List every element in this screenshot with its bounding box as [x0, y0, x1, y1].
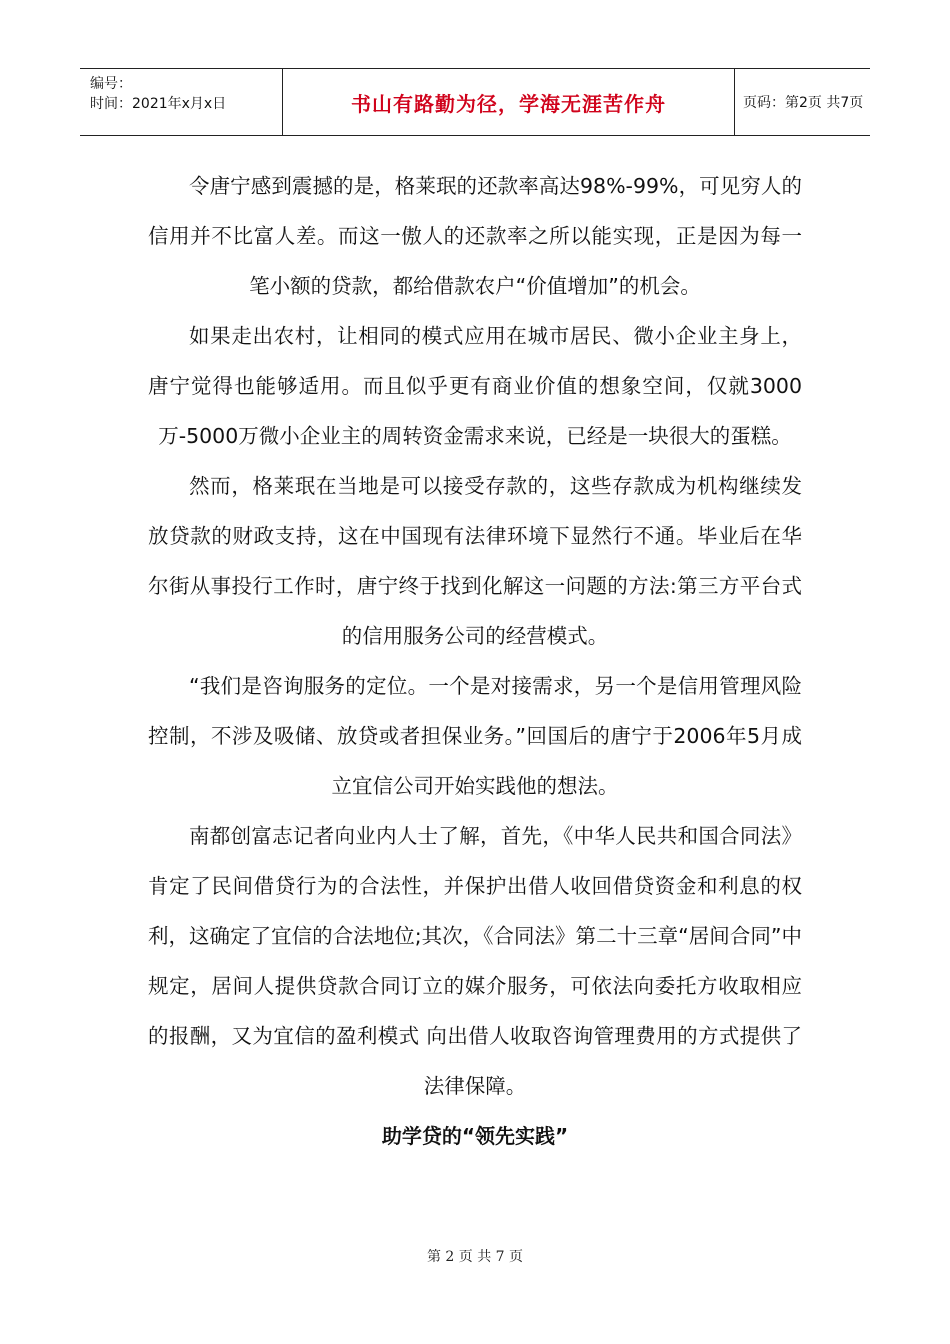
body-paragraph: “我们是咨询服务的定位。一个是对接需求，另一个是信用管理风险控制，不涉及吸储、放贷或者担保业务。”回国后的唐宁于2006年5月成立宜信公司开始实践他的想法。	[148, 674, 802, 798]
body-paragraph: 南都创富志记者向业内人士了解，首先，《中华人民共和国合同法》肯定了民间借贷行为的合法性，并保护出借人收回借贷资金和利息的权利，这确定了宜信的合法地位;其次，《合同法》第二十三章“居间合同”中规定，居间人提供贷款合同订立的媒介服务，可依法向委托方收取相应的报酬，又为宜信的盈利模式 向出借人收取咨询管理费用的方式提供了法律保障。	[148, 824, 802, 1098]
body-paragraph: 令唐宁感到震撼的是，格莱珉的还款率高达98%-99%，可见穷人的信用并不比富人差。而这一傲人的还款率之所以能实现，正是因为每一笔小额的贷款，都给借款农户“价值增加”的机会。	[148, 174, 802, 298]
header-meta-cell	[80, 69, 282, 135]
body-paragraph: 然而，格莱珉在当地是可以接受存款的，这些存款成为机构继续发放贷款的财政支持，这在中国现有法律环境下显然行不通。毕业后在华尔街从事投行工作时，唐宁终于找到化解这一问题的方法:第三方平台式的信用服务公司的经营模式。	[148, 474, 802, 648]
page-footer: 第 2 页 共 7 页	[426, 1249, 524, 1265]
document-body	[148, 161, 802, 1161]
document-date-label: 时间：2021年x月x日	[90, 96, 227, 112]
document-number-label: 编号：	[90, 76, 132, 92]
header-motto-cell	[282, 69, 735, 135]
header-page-info: 页码：第2页 共7页	[743, 95, 864, 111]
motto-text: 书山有路勤为径，学海无涯苦作舟	[351, 91, 666, 116]
header-page-cell	[735, 69, 870, 135]
section-heading: 助学贷的“领先实践”	[381, 1124, 569, 1148]
document-header	[80, 68, 870, 136]
body-paragraph: 如果走出农村，让相同的模式应用在城市居民、微小企业主身上，唐宁觉得也能够适用。而且似乎更有商业价值的想象空间，仅就3000万-5000万微小企业主的周转资金需求来说，已经是一块很大的蛋糕。	[148, 324, 802, 448]
